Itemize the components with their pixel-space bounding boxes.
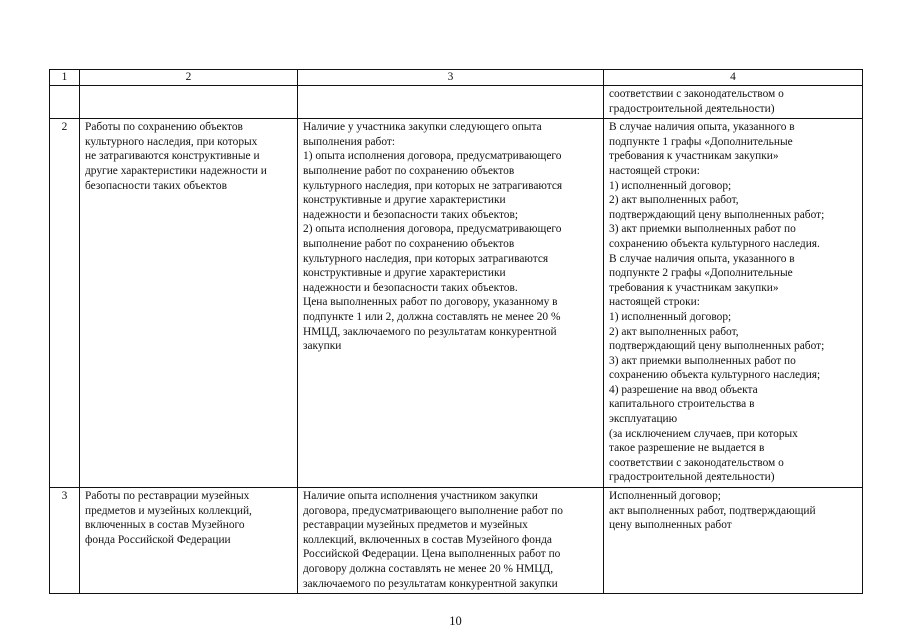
text-line: не затрагиваются конструктивные и [85, 150, 260, 163]
text-line: предметов и музейных коллекций, [85, 504, 252, 517]
text-line: градостроительной деятельности) [609, 471, 775, 484]
text-line: капитального строительства в [609, 398, 755, 411]
text-line: Цена выполненных работ по договору, указанному в [303, 296, 558, 309]
text-line: соответствии с законодательством о [609, 456, 784, 469]
text-line: другие характеристики надежности и [85, 164, 267, 177]
text-line: включенных в состав Музейного [85, 519, 245, 532]
text-line: настоящей строки: [609, 164, 700, 177]
text-line: Исполненный договор; [609, 490, 721, 503]
text-line: эксплуатацию [609, 413, 678, 426]
text-line: Наличие опыта исполнения участником закупки [303, 490, 538, 503]
text-line: 3) акт приемки выполненных работ по [609, 354, 796, 367]
text-line: договора, предусматривающего выполнение работ по [303, 504, 563, 517]
text-line: 4) разрешение на ввод объекта [609, 383, 758, 396]
text-line: требования к участникам закупки» [609, 281, 779, 294]
text-line: надежности и безопасности таких объектов; [303, 208, 519, 221]
text-line: сохранению объекта культурного наследия. [609, 237, 820, 250]
column-number-1: 1 [50, 70, 80, 86]
text-line: градостроительной деятельности) [609, 102, 775, 115]
text-line: подтверждающий цену выполненных работ; [609, 340, 825, 353]
text-line: 1) исполненный договор; [609, 310, 732, 323]
cell-work-type [80, 488, 298, 594]
text-line: В случае наличия опыта, указанного в [609, 121, 795, 134]
table-row [50, 488, 863, 594]
text-line: 2) опыта исполнения договора, предусматривающего [303, 223, 562, 236]
cell-documents [604, 488, 863, 594]
text-line: 1) опыта исполнения договора, предусматривающего [303, 150, 562, 163]
row-number: 3 [50, 488, 80, 594]
text-line: подпункте 1 или 2, должна составлять не менее 20 % [303, 310, 561, 323]
text-line: культурного наследия, при которых затрагиваются [303, 252, 549, 265]
text-line: Наличие у участника закупки следующего опыта [303, 121, 542, 134]
requirements-table [49, 69, 863, 594]
text-line: 1) исполненный договор; [609, 179, 732, 192]
text-line: Работы по сохранению объектов [85, 121, 243, 134]
text-line: 2) акт выполненных работ, [609, 325, 739, 338]
cell-requirements [298, 119, 604, 488]
text-line: акт выполненных работ, подтверждающий [609, 504, 816, 517]
text-line: безопасности таких объектов [85, 179, 228, 192]
text-line: закупки [303, 340, 342, 353]
column-number-2: 2 [80, 70, 298, 86]
text-line: подпункте 1 графы «Дополнительные [609, 135, 793, 148]
text-line: выполнение работ по сохранению объектов [303, 164, 515, 177]
table-row-continuation [50, 86, 863, 119]
text-line: коллекций, включенных в состав Музейного фонда [303, 533, 552, 546]
cell-col2-empty [80, 86, 298, 119]
text-line: культурного наследия, при которых не затрагиваются [303, 179, 563, 192]
text-line: конструктивные и другие характеристики [303, 194, 506, 207]
column-number-3: 3 [298, 70, 604, 86]
text-line: цену выполненных работ [609, 519, 732, 532]
text-line: реставрации музейных предметов и музейных [303, 519, 528, 532]
text-line: подпункте 2 графы «Дополнительные [609, 267, 793, 280]
text-line: выполнения работ: [303, 135, 396, 148]
text-line: настоящей строки: [609, 296, 700, 309]
text-line: (за исключением случаев, при которых [609, 427, 798, 440]
page-number: 10 [449, 614, 462, 628]
text-line: конструктивные и другие характеристики [303, 267, 506, 280]
row-number: 2 [50, 119, 80, 488]
text-line: соответствии с законодательством о [609, 88, 784, 100]
text-line: 2) акт выполненных работ, [609, 194, 739, 207]
text-line: сохранению объекта культурного наследия; [609, 369, 821, 382]
column-number-4: 4 [604, 70, 863, 86]
cell-continuation-documents [604, 86, 863, 119]
text-line: 3) акт приемки выполненных работ по [609, 223, 796, 236]
text-line: В случае наличия опыта, указанного в [609, 252, 795, 265]
text-line: такое разрешение не выдается в [609, 442, 765, 455]
text-line: фонда Российской Федерации [85, 533, 231, 546]
text-line: культурного наследия, при которых [85, 135, 258, 148]
text-line: надежности и безопасности таких объектов. [303, 281, 518, 294]
table-row [50, 119, 863, 488]
cell-num-empty [50, 86, 80, 119]
text-line: Работы по реставрации музейных [85, 490, 250, 503]
text-line: подтверждающий цену выполненных работ; [609, 208, 825, 221]
text-line: заключаемого по результатам конкурентной закупки [303, 577, 558, 590]
text-line: договору должна составлять не менее 20 % НМЦД, [303, 563, 554, 575]
cell-col3-empty [298, 86, 604, 119]
table-header-row [50, 70, 863, 86]
text-line: НМЦД, заключаемого по результатам конкурентной [303, 325, 557, 338]
text-line: требования к участникам закупки» [609, 150, 779, 163]
cell-documents [604, 119, 863, 488]
cell-work-type [80, 119, 298, 488]
text-line: выполнение работ по сохранению объектов [303, 237, 515, 250]
text-line: Российской Федерации. Цена выполненных работ по [303, 548, 561, 561]
cell-requirements [298, 488, 604, 594]
